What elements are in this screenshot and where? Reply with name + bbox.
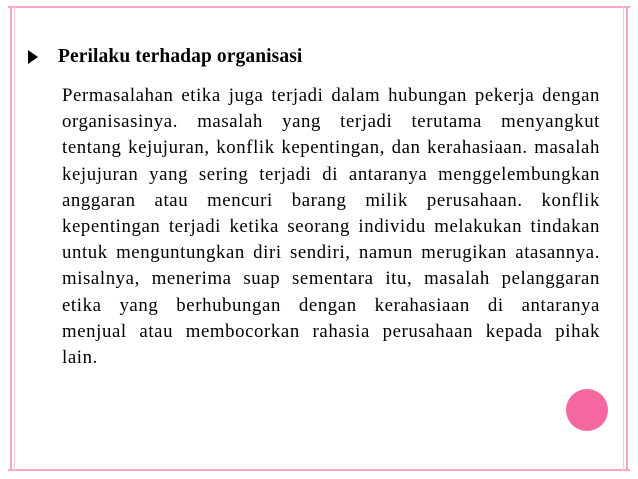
slide-heading: Perilaku terhadap organisasi	[58, 46, 303, 67]
bullet-heading-row	[28, 46, 302, 68]
frame-left-border	[10, 6, 12, 471]
frame-right-inner-border	[623, 6, 624, 471]
frame-right-border	[626, 6, 628, 471]
decorative-circle-icon	[566, 389, 608, 431]
frame-top-border	[8, 6, 630, 8]
frame-left-inner-border	[14, 6, 15, 471]
slide-body-text: Permasalahan etika juga terjadi dalam hubungan pekerja dengan organisasinya. masalah yang terjadi terutama menyangkut tentang kejujuran, konflik kepentingan, dan kerahasiaan. masalah kejujuran yang sering terjadi di antaranya menggelembungkan anggaran atau mencuri barang milik perusahaan. konflik kepentingan terjadi ketika seorang individu melakukan tindakan untuk menguntungkan diri sendiri, namun merugikan atasannya. misalnya, menerima suap sementara itu, masalah pelanggaran etika yang berhubungan dengan kerahasiaan di antaranya menjual atau membocorkan rahasia perusahaan kepada pihak lain.	[62, 85, 600, 369]
frame-bottom-border	[8, 469, 630, 471]
arrowhead-bullet-icon	[28, 50, 38, 64]
